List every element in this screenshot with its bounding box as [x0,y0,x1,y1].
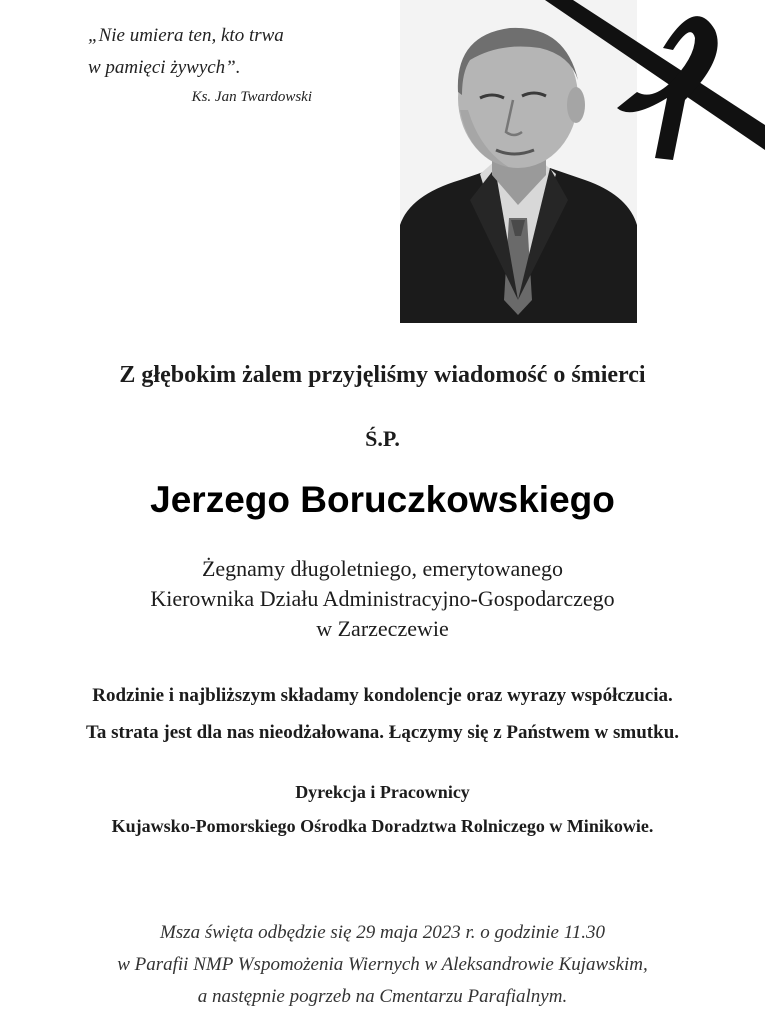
signature-block [0,775,765,843]
deceased-name: Jerzego Boruczkowskiego [150,479,615,520]
signature-line-1: Dyrekcja i Pracownicy [295,782,470,802]
quote-line-1: „Nie umiera ten, kto trwa [88,25,284,46]
mourning-ribbon-icon [545,0,765,160]
mass-line-1: Msza święta odbędzie się 29 maja 2023 r. o godzinie 11.30 [159,922,606,943]
farewell-line-3: w Zarzeczewie [316,616,449,641]
mass-info [0,917,765,1013]
quote-author: Ks. Jan Twardowski [191,89,312,105]
headline: Z głębokim żalem przyjęliśmy wiadomość o śmierci [119,362,646,388]
quote-block [88,20,328,108]
mass-line-2: w Parafii NMP Wspomożenia Wiernych w Aleksandrowie Kujawskim, [117,954,648,975]
condolences-text [0,677,765,751]
farewell-line-1: Żegnamy długoletniego, emerytowanego [201,556,564,581]
signature-line-2: Kujawsko-Pomorskiego Ośrodka Doradztwa Rolniczego w Minikowie. [111,816,654,836]
quote-line-2: w pamięci żywych”. [88,57,241,78]
mass-line-3: a następnie pogrzeb na Cmentarzu Parafialnym. [197,986,568,1007]
farewell-line-2: Kierownika Działu Administracyjno-Gospodarczego [150,586,615,611]
condolences-line-1: Rodzinie i najbliższym składamy kondolencje oraz wyrazy współczucia. [92,685,673,706]
title-sp: Ś.P. [365,426,400,451]
farewell-text [0,554,765,644]
condolences-line-2: Ta strata jest dla nas nieodżałowana. Łączymy się z Państwem w smutku. [85,722,680,743]
